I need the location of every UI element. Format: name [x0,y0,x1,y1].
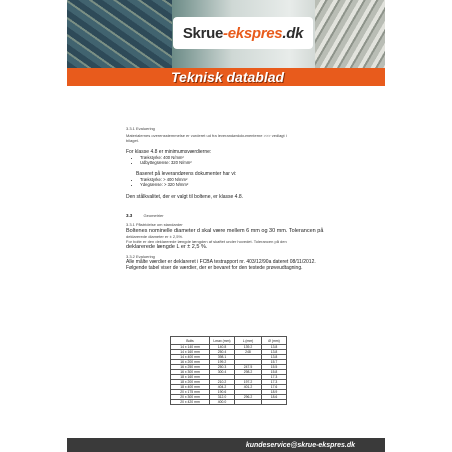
table-cell: 13.8 [262,350,287,355]
table-cell [235,400,262,405]
table-cell: 18 x 160 mm [171,375,210,380]
document-body [126,126,336,271]
table-cell: 14 x 400 mm [171,355,210,360]
section-text: Følgende tabel viser de værdier, der er bevaret for den testede prøveudtagning. [126,265,303,271]
table-cell: 250.3 [210,365,235,370]
list-item: • Ydegrænse: > 320 N/mm² [140,182,336,187]
section-heading-331: 3.3.1 Evaluering [126,126,155,131]
section-text: deklarerede længde L er ± 2,5 %. [126,244,208,250]
title-bar [67,68,385,86]
brand-main: Skrue [182,24,224,42]
table-cell: 16 x 300 mm [171,370,210,375]
geometry-label: Geometrier [143,213,164,218]
table-cell: 18.9 [262,390,287,395]
section-heading-331b: 3.3.1 Påstridelse om standarder [126,222,183,227]
table-cell: 400.0 [210,400,235,405]
table-cell: 20 x 300 mm [171,395,210,400]
list-item: • Udbyttegrænse: 320 N/mm² [140,160,336,165]
brand-tld: .dk [282,24,304,42]
table-cell: 300.4 [210,370,235,375]
section-text: Materialernes overensstemmelse er vurderet ud fra leverandørdokumenterne >>> vedlagt i [126,133,287,138]
table-cell: 20 x 420 mm [171,400,210,405]
table-cell: 298.2 [235,370,262,375]
table-cell: 210.2 [210,380,235,385]
table-cell: 15.5 [262,365,287,370]
measurement-table [170,336,287,405]
table-cell: 398.1 [210,355,235,360]
table-cell: 20 x 175 mm [171,390,210,395]
table-cell: 248 [235,350,262,355]
section-text: deklarerede diameter er ± 2,5%. [126,234,184,239]
table-cell: 17.3 [262,375,287,380]
list-item: • Trækstyrke: 400 N/mm² [140,155,336,160]
table-header: Lmax (mm) [210,337,235,345]
table-cell: 13.8 [262,355,287,360]
class-intro: For klasse 4.8 er minimumsværdierne: [126,149,212,155]
table-cell: 247.5 [235,365,262,370]
table-header: Ø (mm) [262,337,287,345]
contact-email: kundeservice@skrue-ekspres.dk [245,441,355,449]
table-cell: 140.8 [210,345,235,350]
section-text: Boltenes nominelle diameter d skal være mellem 6 mm og 30 mm. Tolerancen på [126,228,324,234]
section-text: For bolte er den deklarerede længde længden af skaftet under hovedet. Tolerancen på den [126,239,287,244]
docs-intro: Baseret på leverandørens dokumenter har vi: [136,171,237,177]
table-cell: 13.8 [262,345,287,350]
banner-photo-tools [67,0,172,68]
table-cell: 14 x 140 mm [171,345,210,350]
footer-bar [67,438,385,452]
table-cell: 16 x 250 mm [171,365,210,370]
section-text: Alle målte værdier er deklareret i FCBA testrapport nr. 403/12/90a dateret 08/11/2012. [126,259,316,265]
table-cell: 404.2 [210,385,235,390]
measurement-table-wrap [170,336,287,405]
page-title: Teknisk datablad [171,69,285,85]
table-cell: 312.0 [210,395,235,400]
docs-values-list [126,177,336,187]
section-heading-332: 3.3.2 Evaluering [126,254,155,259]
geometry-number: 3.3 [126,213,133,218]
table-cell [262,400,287,405]
table-cell: 18 x 400 mm [171,385,210,390]
conclusion-text: Den stålkvalitet, der er valgt til boltene, er klasse 4.8. [126,194,244,200]
table-cell: 17.6 [262,385,287,390]
table-header-row [171,337,287,345]
table-cell: 296.2 [235,395,262,400]
table-cell: 197.2 [235,380,262,385]
table-cell: 190.6 [210,390,235,395]
table-header: L (mm) [235,337,262,345]
table-cell: 15.7 [262,360,287,365]
table-cell: 16 x 200 mm [171,360,210,365]
table-cell: 139.2 [235,345,262,350]
table-cell: 18.6 [262,395,287,400]
table-header: Bolts [171,337,210,345]
table-cell: 18 x 200 mm [171,380,210,385]
table-cell: 199.2 [210,360,235,365]
table-cell: 17.3 [262,380,287,385]
table-cell: 401.2 [235,385,262,390]
brand-accent: -ekspres [223,24,283,42]
banner-photo-screws [315,0,385,68]
table-row [171,400,287,405]
section-text: bilaget. [126,138,139,143]
header-banner [67,0,385,68]
min-values-list [126,155,336,165]
list-item: • Trækstyrke: > 400 N/mm² [140,177,336,182]
table-cell: 14 x 160 mm [171,350,210,355]
table-cell: 15.8 [262,370,287,375]
table-cell: 250.4 [210,350,235,355]
brand-logo [173,17,313,49]
